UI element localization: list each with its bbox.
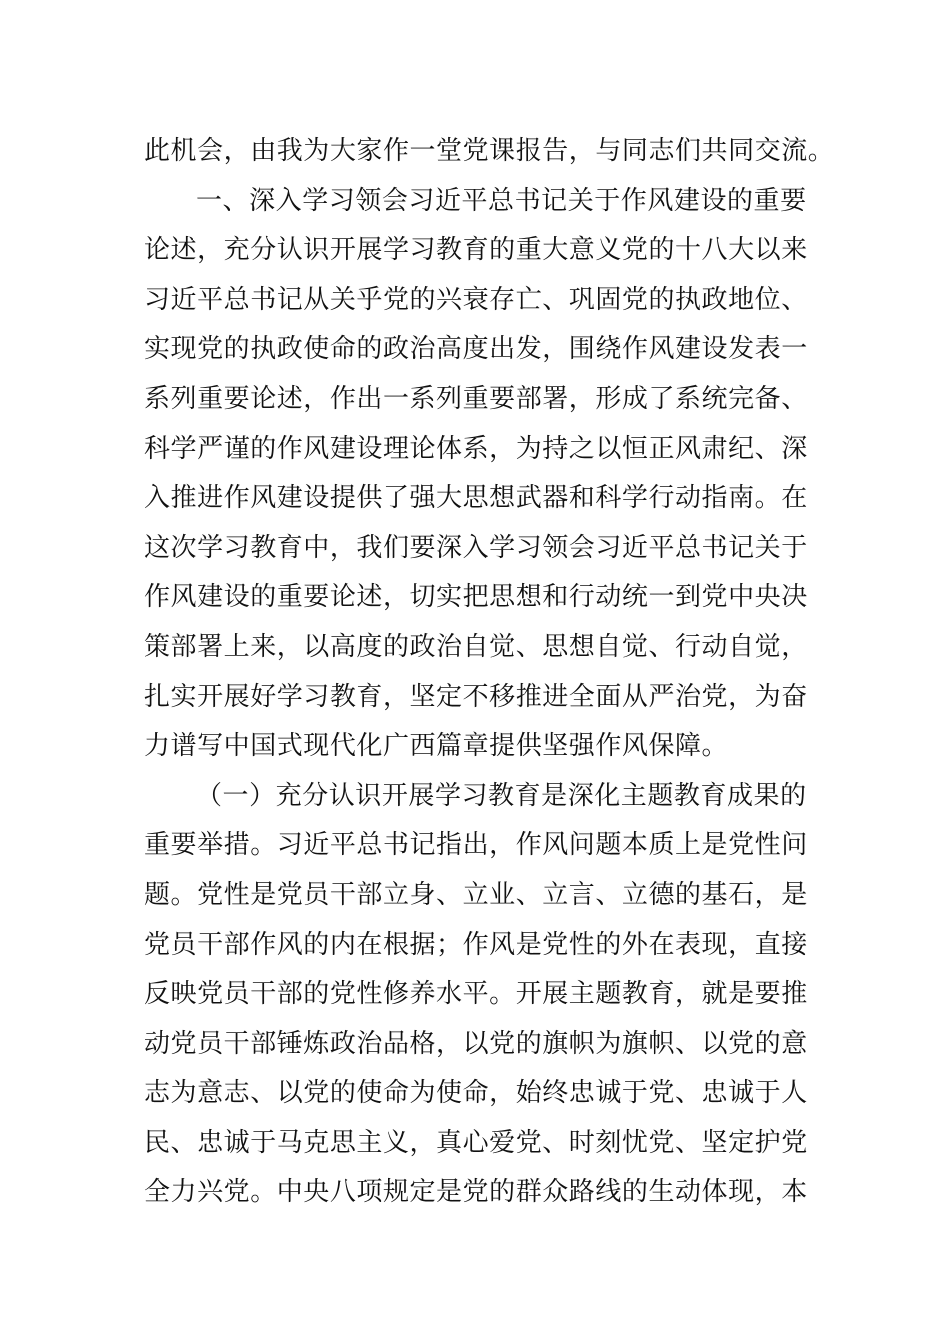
text-line: 力谱写中国式现代化广西篇章提供坚强作风保障。 (144, 731, 729, 762)
text-line: 策部署上来，以高度的政治自觉、思想自觉、行动自觉， (144, 631, 808, 662)
text-line: 科学严谨的作风建设理论体系，为持之以恒正风肃纪、深 (144, 433, 808, 464)
text-line: 动党员干部锤炼政治品格，以党的旗帜为旗帜、以党的意 (144, 1028, 808, 1059)
body-text (144, 127, 835, 1218)
text-line: 党员干部作风的内在根据；作风是党性的外在表现，直接 (144, 929, 808, 960)
text-line: 扎实开展好学习教育，坚定不移推进全面从严治党，为奋 (144, 681, 808, 712)
text-line: 作风建设的重要论述，切实把思想和行动统一到党中央决 (144, 582, 808, 613)
subsection-heading-line: （一）充分认识开展学习教育是深化主题教育成果的 (196, 780, 807, 811)
text-line: 实现党的执政使命的政治高度出发，围绕作风建设发表一 (144, 334, 808, 365)
text-line: 民、忠诚于马克思主义，真心爱党、时刻忧党、坚定护党 (144, 1127, 808, 1158)
text-line: 系列重要论述，作出一系列重要部署，形成了系统完备、 (144, 383, 808, 414)
text-line: 这次学习教育中，我们要深入学习领会习近平总书记关于 (144, 532, 808, 563)
text-line: 此机会，由我为大家作一堂党课报告，与同志们共同交流。 (144, 136, 835, 166)
text-line: 题。党性是党员干部立身、立业、立言、立德的基石，是 (144, 879, 808, 910)
text-line: 入推进作风建设提供了强大思想武器和科学行动指南。在 (144, 483, 808, 514)
text-line: 习近平总书记从关乎党的兴衰存亡、巩固党的执政地位、 (144, 284, 808, 315)
text-line: 志为意志、以党的使命为使命，始终忠诚于党、忠诚于人 (144, 1078, 808, 1109)
text-line: 重要举措。习近平总书记指出，作风问题本质上是党性问 (144, 830, 808, 861)
text-line: 反映党员干部的党性修养水平。开展主题教育，就是要推 (144, 979, 808, 1010)
section-heading-line: 一、深入学习领会习近平总书记关于作风建设的重要 (196, 185, 807, 216)
text-line: 论述，充分认识开展学习教育的重大意义党的十八大以来 (144, 235, 808, 266)
text-line: 全力兴党。中央八项规定是党的群众路线的生动体现，本 (144, 1177, 808, 1208)
